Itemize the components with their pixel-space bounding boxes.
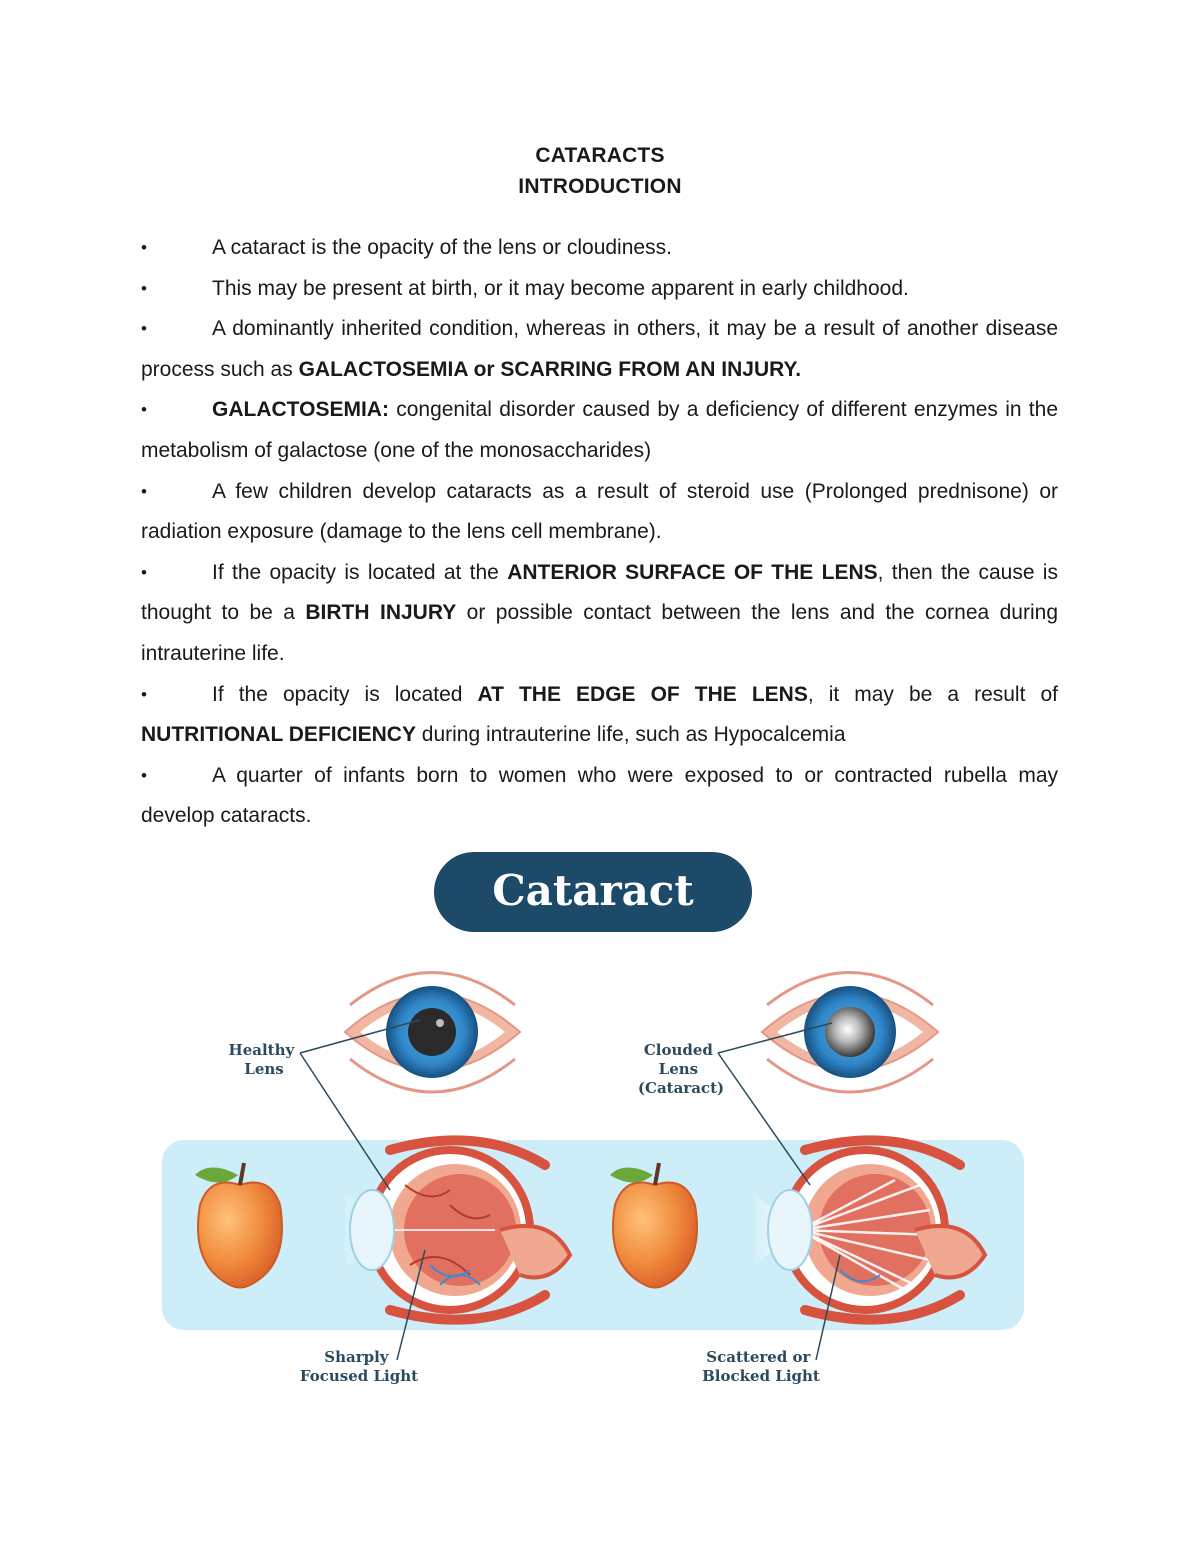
page-title: CATARACTS (535, 144, 665, 167)
bold-text: GALACTOSEMIA: (212, 398, 389, 422)
body-text: This may be present at birth, or it may become apparent in early childhood. (212, 276, 909, 300)
body-text: , it may be a result of (807, 682, 1058, 706)
body-text: congenital disorder caused by a deficiency of different enzymes in the metabolism of galactose (one of the monosaccharides) (141, 398, 1058, 462)
clouded-eye-front (762, 973, 938, 1093)
body-text: A quarter of infants born to women who were exposed to or contracted rubella may develop cataracts. (141, 763, 1058, 828)
bullet-icon: • (141, 562, 147, 582)
bullet-item (141, 390, 1058, 471)
bold-text: AT THE EDGE OF THE LENS (477, 682, 808, 706)
bullet-icon: • (141, 765, 147, 785)
bullet-item (141, 472, 1058, 553)
bold-text: NUTRITIONAL DEFICIENCY (141, 723, 416, 747)
bullet-icon: • (141, 684, 147, 704)
body-text: If the opacity is located (212, 682, 478, 706)
bold-text: ANTERIOR SURFACE OF THE LENS (507, 560, 878, 584)
bullet-icon: • (141, 481, 147, 501)
figure-title: Cataract (492, 866, 694, 915)
bullet-item (141, 269, 1058, 310)
body-text: A cataract is the opacity of the lens or cloudiness. (212, 236, 672, 259)
body-text: A dominantly inherited condition, whereas in others, it may be a result of another disease process such as (141, 317, 1058, 381)
bullet-item (141, 553, 1058, 675)
body-text: , then the cause is thought to be a (141, 560, 1058, 625)
clouded-lens-label: Clouded Lens (Cataract) (637, 1041, 725, 1097)
page-subtitle: INTRODUCTION (518, 175, 682, 198)
healthy-lens-label: Healthy Lens (228, 1041, 295, 1078)
sharply-focused-label: Sharply Focused Light (299, 1348, 419, 1385)
healthy-eye-front (345, 973, 520, 1093)
bold-text: BIRTH INJURY (305, 601, 457, 625)
bullet-item (141, 675, 1058, 756)
body-text: during intrauterine life, such as Hypocalcemia (415, 723, 846, 747)
bullet-item (141, 228, 1058, 269)
bold-text: GALACTOSEMIA or SCARRING FROM AN INJURY. (298, 357, 802, 381)
bullet-list (141, 228, 1058, 837)
cataract-diagram (150, 845, 1040, 1405)
body-text: or possible contact between the lens and the cornea during intrauterine life. (141, 601, 1058, 665)
bullet-icon: • (141, 400, 147, 420)
bullet-icon: • (141, 278, 147, 298)
body-text: If the opacity is located at the (212, 560, 508, 584)
bullet-item (141, 756, 1058, 837)
bullet-icon: • (141, 238, 147, 257)
bullet-item (141, 309, 1058, 390)
scattered-light-label: Scattered or Blocked Light (702, 1348, 820, 1385)
bullet-icon: • (141, 319, 147, 339)
body-text: A few children develop cataracts as a result of steroid use (Prolonged prednisone) or radiation exposure (damage to the lens cell membrane). (141, 479, 1058, 544)
